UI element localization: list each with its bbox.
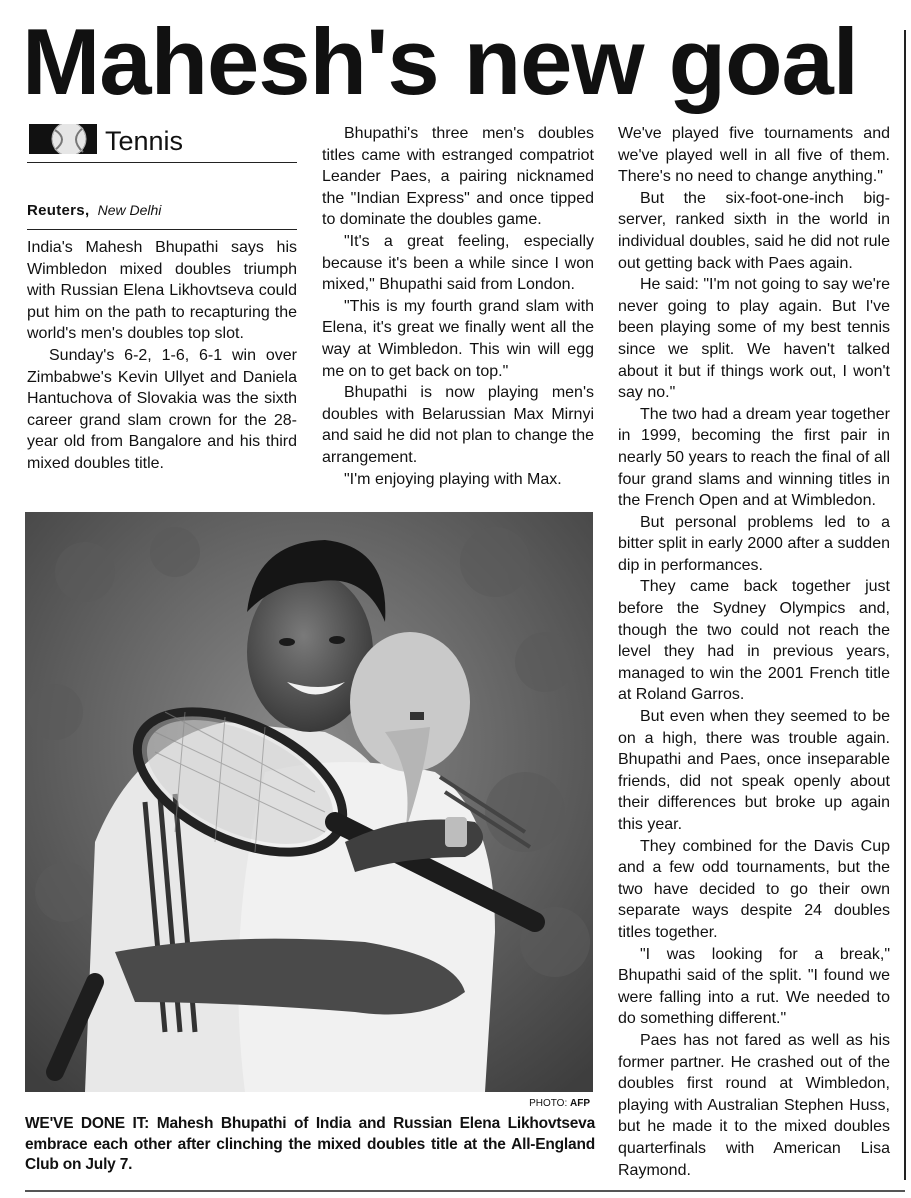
column-rule — [904, 30, 906, 1180]
paragraph: He said: "I'm not going to say we're never going to play again. But I've been playing some of my best tennis since we split. We haven't talked about it but if things work out, I won't say no." — [618, 276, 890, 402]
article-column-3 — [618, 123, 890, 1181]
paragraph: But the six-foot-one-inch big-server, ranked sixth in the world in individual doubles, said he did not rule out getting back with Paes again. — [618, 189, 890, 272]
paragraph: Sunday's 6-2, 1-6, 6-1 win over Zimbabwe's Kevin Ullyet and Daniela Hantuchova of Slovakia was the sixth career grand slam crown for the 28-year old from Bangalore and his third mixed doubles title. — [27, 346, 297, 472]
tennis-ball-icon — [29, 124, 97, 154]
paragraph: We've played five tournaments and we've played well in all five of them. There's no need to change anything." — [618, 125, 890, 186]
article-column-2 — [322, 123, 594, 490]
photo-credit — [360, 1098, 590, 1110]
paragraph: "I'm enjoying playing with Max. — [344, 470, 562, 488]
photo-credit-prefix: PHOTO: — [529, 1098, 568, 1109]
paragraph: "It's a great feeling, especially because it's been a while since I won mixed," Bhupathi said from London. — [322, 232, 594, 294]
article-column-1 — [27, 237, 297, 475]
byline — [27, 200, 297, 230]
photo-credit-source: AFP — [570, 1098, 590, 1109]
news-photo — [25, 512, 593, 1092]
section-label — [27, 122, 297, 163]
photo-caption: WE'VE DONE IT: Mahesh Bhupathi of India and Russian Elena Likhovtseva embrace each other after clinching the mixed doubles title at the All-England Club on July 7. — [25, 1115, 595, 1173]
section-title: Tennis — [105, 126, 184, 156]
byline-dateline: New Delhi — [97, 202, 162, 218]
headline: Mahesh's new goal — [22, 9, 858, 114]
paragraph: Bhupathi is now playing men's doubles with Belarussian Max Mirnyi and said he did not plan to change the arrangement. — [322, 384, 594, 466]
paragraph: But personal problems led to a bitter split in early 2000 after a sudden dip in performances. — [618, 513, 890, 574]
paragraph: They came back together just before the Sydney Olympics and, though the two could not reach the level they had in previous years, managed to win the 2001 French title at Roland Garros. — [618, 578, 890, 704]
paragraph: "I was looking for a break," Bhupathi said of the split. "I found we were falling into a rut. We needed to do something different." — [618, 945, 890, 1028]
paragraph: The two had a dream year together in 1999, becoming the first pair in nearly 50 years to reach the final of all four grand slams and winning titles in the French Open and at Wimbledon. — [618, 405, 890, 510]
paragraph: "This is my fourth grand slam with Elena, it's great we finally went all the way at Wimbledon. This win will egg me on to get back on top." — [322, 297, 594, 380]
byline-agency: Reuters, — [27, 202, 90, 219]
paragraph: Bhupathi's three men's doubles titles came with estranged compatriot Leander Paes, a pairing nicknamed the "Indian Express" and once tipped to dominate the doubles game. — [322, 125, 594, 229]
bottom-rule — [25, 1190, 905, 1192]
paragraph: India's Mahesh Bhupathi says his Wimbledon mixed doubles triumph with Russian Elena Likhovtseva could put him on the path to recapturing the world's men's doubles top slot. — [27, 239, 297, 343]
paragraph: But even when they seemed to be on a high, there was trouble again. Bhupathi and Paes, once inseparable friends, did not speak openly about their differences but broke up again this year. — [618, 708, 890, 833]
paragraph: Paes has not fared as well as his former partner. He crashed out of the doubles first round at Wimbledon, playing with Australian Stephen Huss, but he made it to the mixed doubles quarterfinals with American Lisa Raymond. — [618, 1031, 890, 1179]
paragraph: They combined for the Davis Cup and a few odd tournaments, but the two have decided to go their own separate ways despite 24 doubles titles together. — [618, 837, 890, 941]
